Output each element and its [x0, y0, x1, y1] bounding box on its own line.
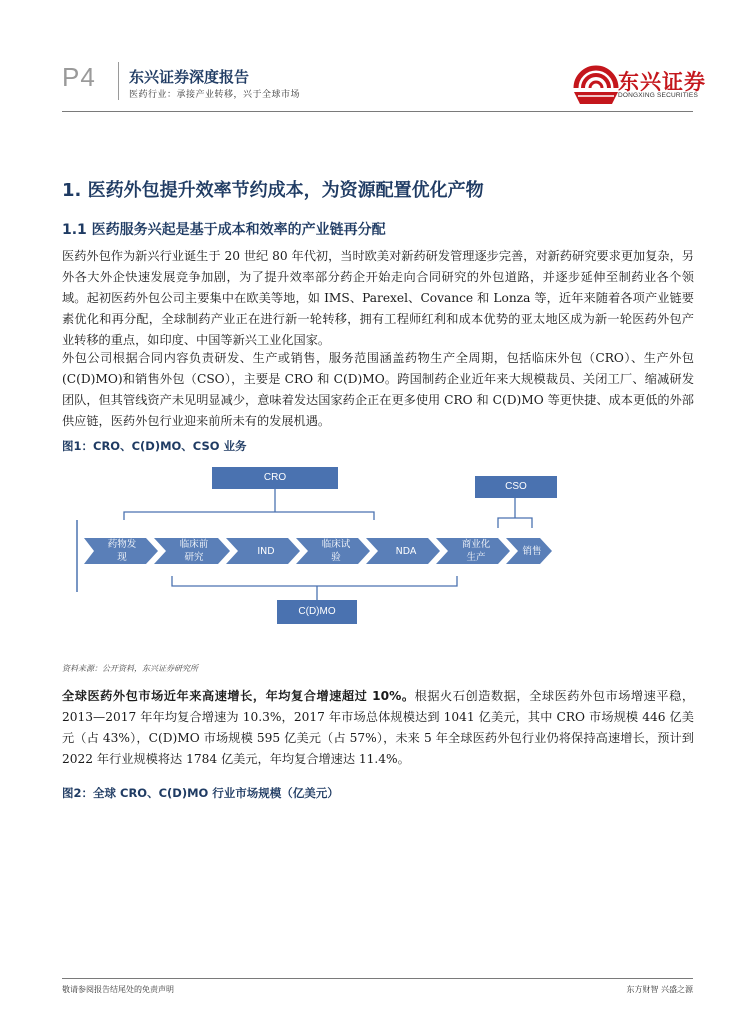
footer-rule [62, 978, 693, 979]
outsourcing-diagram [62, 462, 694, 642]
stage-label: NDA [395, 546, 417, 557]
logo-text-en: DONGXING SECURITIES [618, 92, 699, 99]
section-heading: 1. 医药外包提升效率节约成本，为资源配置优化产物 [62, 180, 484, 201]
header-rule [62, 111, 693, 112]
subsection-heading: 1.1 医药服务兴起是基于成本和效率的产业链再分配 [62, 222, 386, 238]
cro-label: CRO [263, 472, 287, 483]
paragraph-intro: 医药外包作为新兴行业诞生于 20 世纪 80 年代初，当时欧美对新药研发管理逐步完善，对新药研究要求更加复杂，另外各大外企快速发展竞争加剧，为了提升效率部分药企开始走向合同研究的外包道路，并逐步延伸至制药业各个领域。起初医药外包公司主要集中在欧美等地，如 IMS、Parexel、Covance 和 Lonza 等，近年来随着各项产业链要素优化和再分配，全球制药产业正在进行新一轮转移，拥有工程师红利和成本优势的亚太地区成为新一轮医药外包产业转移的重点，如印度、中国等新兴工业化国家。 [62, 249, 694, 347]
footer-disclaimer: 敬请参阅报告结尾处的免责声明 [62, 985, 174, 994]
figure1-title: 图1：CRO、C(D)MO、CSO 业务 [62, 439, 247, 453]
stage-label: IND [257, 546, 275, 557]
stage-label: 商业化 生产 [461, 539, 491, 563]
footer-slogan: 东方财智 兴盛之源 [626, 985, 693, 994]
stage-label: 临床试 验 [321, 539, 351, 563]
cdmo-label: C(D)MO [298, 606, 336, 617]
stage-label: 临床前 研究 [179, 539, 209, 563]
stage-label: 药物发 现 [107, 539, 137, 563]
report-subtitle: 医药行业：承接产业转移，兴于全球市场 [129, 90, 301, 100]
paragraph-outsourcing: 外包公司根据合同内容负责研发、生产或销售，服务范围涵盖药物生产全周期，包括临床外包（CRO）、生产外包(C(D)MO)和销售外包（CSO），主要是 CRO 和 C(D)MO。跨国制药企业近年来大规模裁员、关闭工厂、缩减研发团队，但其管线资产未见明显减少，意味着发达国家药企正在更多使用 CRO 和 C(D)MO 等更快捷、成本更低的外部供应链，医药外包行业迎来前所未有的发展机遇。 [62, 351, 694, 428]
figure1-source: 资料来源：公开资料，东兴证券研究所 [62, 664, 198, 673]
report-title: 东兴证券深度报告 [129, 68, 250, 86]
paragraph-market-body: 根据火石创造数据，全球医药外包市场增速平稳，2013—2017 年年均复合增速为 10.3%，2017 年市场总体规模达到 1041 亿美元，其中 CRO 市场规模 446 亿美元（占 43%），C(D)MO 市场规模 595 亿美元（占 57%），未来 5 年全球医药外包行业仍将保持高速增长，预计到 2022 年行业规模将达 1784 亿美元，年均复合增速达 11.4%。 [62, 689, 695, 766]
logo-text-cn: 东兴证券 [618, 70, 706, 94]
header-divider [118, 62, 119, 100]
figure2-title: 图2：全球 CRO、C(D)MO 行业市场规模（亿美元） [62, 786, 339, 800]
page-number: P4 [62, 62, 96, 92]
stage-label: 销售 [522, 546, 542, 557]
cso-label: CSO [505, 481, 527, 492]
paragraph-market [62, 686, 694, 770]
paragraph-market-lead: 全球医药外包市场近年来高速增长，年均复合增速超过 10%。 [62, 689, 415, 703]
